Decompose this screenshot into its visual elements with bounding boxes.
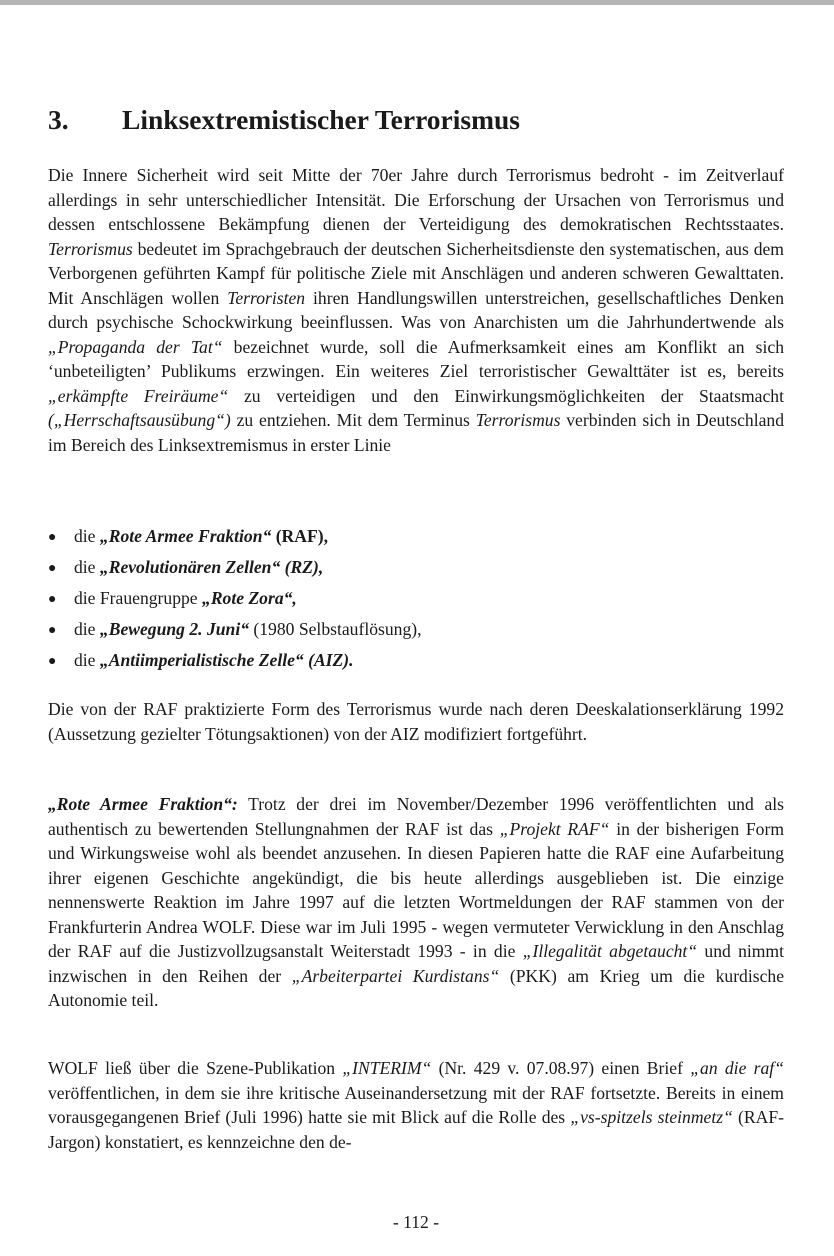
- list-item-prefix: die Frauengruppe: [74, 588, 203, 608]
- text-run: WOLF ließ über die Szene-Publikation: [48, 1058, 343, 1078]
- list-item-name: „Rote Zora“,: [202, 588, 297, 608]
- italic-term: Terrorismus: [48, 238, 133, 259]
- italic-quote: „Illegalität abgetaucht“: [522, 941, 698, 961]
- intro-paragraph-block: [48, 163, 784, 457]
- text-run: veröffentlichen, in dem sie ihre kritische Auseinandersetzung mit der RAF fortsetzte. Bereits in einem vorausgegangenen Brief (Juli 1996) hatte sie mit Blick auf die Rolle des: [48, 1082, 784, 1127]
- italic-term: Terrorismus: [475, 410, 561, 430]
- list-item-suffix: (1980 Selbstauflösung),: [249, 619, 422, 639]
- italic-quote: „Propaganda der Tat“: [48, 336, 223, 357]
- italic-quote: „Arbeiterpartei Kurdistans“: [291, 965, 500, 986]
- italic-term: Terroristen: [227, 287, 306, 308]
- text-run: in der bisherigen Form und Wirkungsweise wohl als beendet anzusehen. In diesen Papieren hatte die RAF eine Aufarbeitung ihrer eigenen Geschichte angekündigt, die bis heute allerdings ausgeblieben ist. Die einzige nennenswerte Reaktion im Jahre 1997 auf die letzten Wortmeldungen der RAF stammen von der Frankfurterin Andrea WOLF. Diese war im Juli 1995 - wegen vermuteter Verwicklung in den Anschlag der RAF auf die Justizvollzugsanstalt Weiterstadt 1993 - in die: [48, 818, 785, 961]
- list-item-name: „Antiimperialistische Zelle“ (AIZ).: [99, 650, 354, 670]
- top-edge-rule: [0, 0, 834, 5]
- aiz-paragraph: Die von der RAF praktizierte Form des Terrorismus wurde nach deren Deeskalationserklärung 1992 (Aussetzung gezielter Tötungsaktionen) von der AIZ modifiziert fortgeführt.: [48, 699, 784, 744]
- text-run: bedeutet im Sprachgebrauch der deutschen Sicherheitsdienste den systematischen, aus dem Verborgenen geführten Kampf für politische Ziele mit Anschlägen und anderen schweren Gewalttaten. Mit Anschlägen wollen: [48, 238, 784, 308]
- bullet-icon: ●: [48, 592, 57, 607]
- page-number: - 112 -: [392, 1212, 440, 1232]
- intro-paragraph: [48, 163, 784, 457]
- list-item-name: „Bewegung 2. Juni“: [99, 619, 249, 639]
- list-item: [48, 522, 784, 553]
- list-item-name: „Rote Armee Fraktion“: [99, 526, 272, 546]
- section-number: 3.: [48, 104, 69, 135]
- text-run: zu verteidigen und den Einwirkungsmöglichkeiten der Staatsmacht: [228, 385, 784, 406]
- list-item: [48, 646, 784, 677]
- aiz-paragraph-block: [48, 697, 784, 746]
- raf-paragraph: [48, 792, 784, 1013]
- italic-quote: „vs-spitzels steinmetz“: [570, 1107, 733, 1127]
- text-run: bezeichnet wurde, soll die Aufmerksamkeit eines am Konflikt an sich ‘unbeteiligten’ Publikums erzwingen. Ein weiteres Ziel terroristischer Gewalttäter ist es, bereits: [48, 336, 784, 381]
- paragraph-lead: „Rote Armee Fraktion“:: [48, 794, 238, 814]
- wolf-paragraph-block: [48, 1056, 784, 1154]
- text-run: (Nr. 429 v. 07.08.97) einen Brief: [431, 1058, 691, 1078]
- wolf-paragraph: [48, 1056, 784, 1154]
- bullet-icon: ●: [48, 654, 57, 669]
- list-item-prefix: die: [74, 526, 100, 546]
- text-run: zu entziehen. Mit dem Terminus: [230, 410, 476, 430]
- list-item-prefix: die: [74, 619, 100, 639]
- organization-list-block: [48, 522, 784, 677]
- list-item: [48, 553, 784, 584]
- bullet-icon: ●: [48, 530, 57, 545]
- bullet-icon: ●: [48, 623, 57, 638]
- text-run: verbinden sich in Deutschland im Bereich des Linksextremismus in erster Linie: [48, 410, 784, 455]
- raf-paragraph-block: [48, 792, 784, 1013]
- list-item-prefix: die: [74, 557, 100, 577]
- text-run: (RAF-Jargon) konstatiert, es kennzeichne den de-: [48, 1107, 784, 1152]
- section-title: Linksextremistischer Terrorismus: [122, 104, 520, 135]
- text-run: (PKK) am Krieg um die kurdische Autonomie teil.: [48, 965, 785, 1010]
- section-heading: [48, 104, 520, 136]
- text-run: Die Innere Sicherheit wird seit Mitte der 70er Jahre durch Terrorismus bedroht - im Zeitverlauf allerdings in sehr unterschiedlicher Intensität. Die Erforschung der Ursachen von Terrorismus und dessen entschlossene Bekämpfung dienen der Verteidigung des demokratischen Rechtsstaates.: [48, 165, 784, 234]
- list-item: [48, 615, 784, 646]
- text-run: Trotz der drei im November/Dezember 1996 veröffentlichten und als authentisch zu bewertenden Stellungnahmen der RAF ist das: [48, 794, 784, 839]
- text-run: ihren Handlungswillen unterstreichen, gesellschaftliches Denken durch psychische Schockwirkung beeinflussen. Was von Anarchisten um die Jahrhundertwende als: [48, 287, 784, 332]
- list-item: [48, 584, 784, 615]
- italic-quote: „INTERIM“: [342, 1058, 432, 1078]
- italic-quote: („Herrschaftsausübung“): [48, 410, 231, 430]
- italic-quote: „an die raf“: [690, 1058, 784, 1078]
- italic-quote: „Projekt RAF“: [499, 818, 610, 839]
- list-item-name: „Revolutionären Zellen“ (RZ),: [99, 557, 324, 577]
- italic-quote: „erkämpfte Freiräume“: [48, 385, 229, 406]
- organization-list: [48, 522, 784, 677]
- text-run: und nimmt inzwischen in den Reihen der: [48, 941, 785, 986]
- list-item-suffix: (RAF),: [271, 526, 328, 546]
- bullet-icon: ●: [48, 561, 57, 576]
- list-item-prefix: die: [74, 650, 100, 670]
